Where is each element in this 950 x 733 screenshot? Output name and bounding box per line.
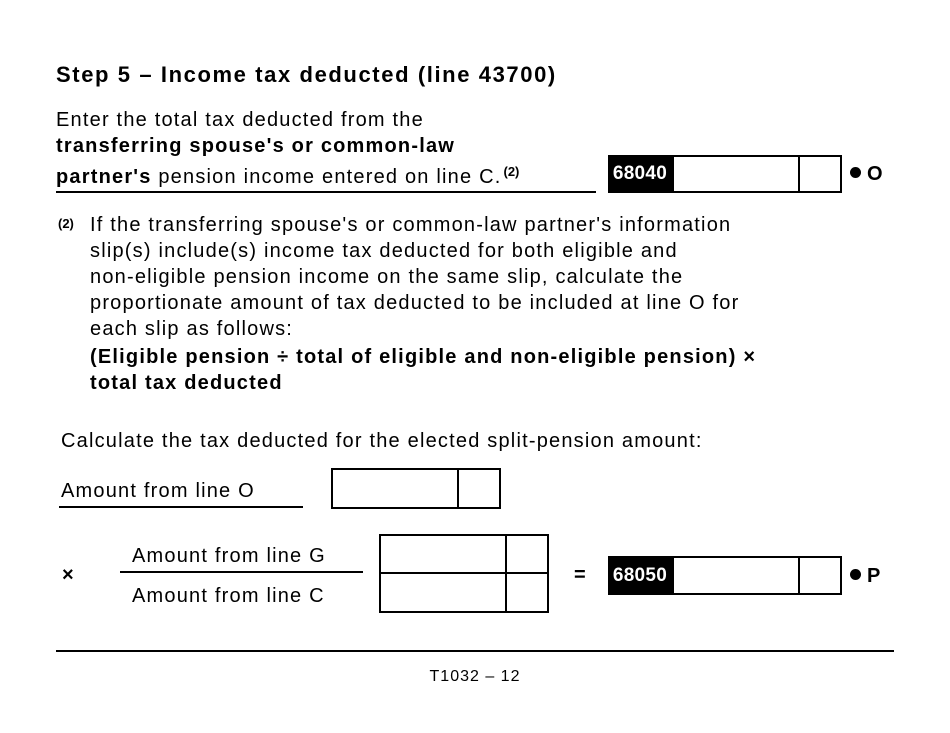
footnote-line-2: slip(s) include(s) income tax deducted for both eligible and	[90, 240, 678, 262]
amount-o-input[interactable]	[331, 468, 501, 509]
cents-divider	[505, 536, 507, 572]
footnote-line-4: proportionate amount of tax deducted to be included at line O for	[90, 292, 740, 314]
cents-divider	[798, 558, 800, 593]
formula-line-1: (Eligible pension ÷ total of eligible and non-eligible pension) ×	[90, 346, 757, 368]
times-symbol: ×	[62, 564, 74, 586]
field-code-68040: 68040	[608, 155, 672, 193]
line-o-marker	[850, 163, 883, 186]
formula-line-2: total tax deducted	[90, 372, 283, 394]
footer-rule	[56, 650, 894, 652]
fraction-bar	[120, 571, 363, 573]
intro-line-1: Enter the total tax deducted from the	[56, 109, 424, 131]
line-p-letter: P	[867, 565, 881, 587]
footnote-line-3: non-eligible pension income on the same slip, calculate the	[90, 266, 684, 288]
denominator-label: Amount from line C	[132, 585, 325, 607]
cents-divider	[798, 157, 800, 191]
calc-intro: Calculate the tax deducted for the elected split-pension amount:	[61, 430, 703, 452]
footnote-line-1: If the transferring spouse's or common-law partner's information	[90, 214, 732, 236]
line-g-input[interactable]	[379, 534, 549, 574]
page-footer: T1032 – 12	[429, 668, 521, 685]
amount-o-underline	[59, 506, 303, 508]
footnote-line-5: each slip as follows:	[90, 318, 294, 340]
step-title: Step 5 – Income tax deducted (line 43700)	[56, 62, 557, 87]
amount-o-label: Amount from line O	[61, 480, 255, 502]
line-p-marker	[850, 565, 880, 588]
equals-symbol: =	[574, 564, 586, 586]
field-code-68050: 68050	[608, 556, 672, 595]
intro-line-3	[56, 159, 519, 190]
intro-line-3-rest: pension income entered on line C.	[151, 166, 502, 188]
numerator-label: Amount from line G	[132, 545, 326, 567]
cents-divider	[505, 574, 507, 611]
intro-line-2: transferring spouse's or common-law	[56, 135, 456, 157]
intro-line-3-bold: partner's	[56, 166, 152, 188]
intro-underline	[56, 191, 596, 193]
tax-deducted-input-68050[interactable]	[672, 556, 842, 595]
line-c-input[interactable]	[379, 572, 549, 613]
line-o-letter: O	[867, 163, 883, 185]
cents-divider	[457, 470, 459, 507]
tax-deducted-input-68040[interactable]	[672, 155, 842, 193]
bullet-icon	[850, 167, 861, 178]
footnote-marker: (2)	[58, 216, 74, 231]
footnote-reference: (2)	[503, 164, 520, 179]
bullet-icon	[850, 569, 861, 580]
